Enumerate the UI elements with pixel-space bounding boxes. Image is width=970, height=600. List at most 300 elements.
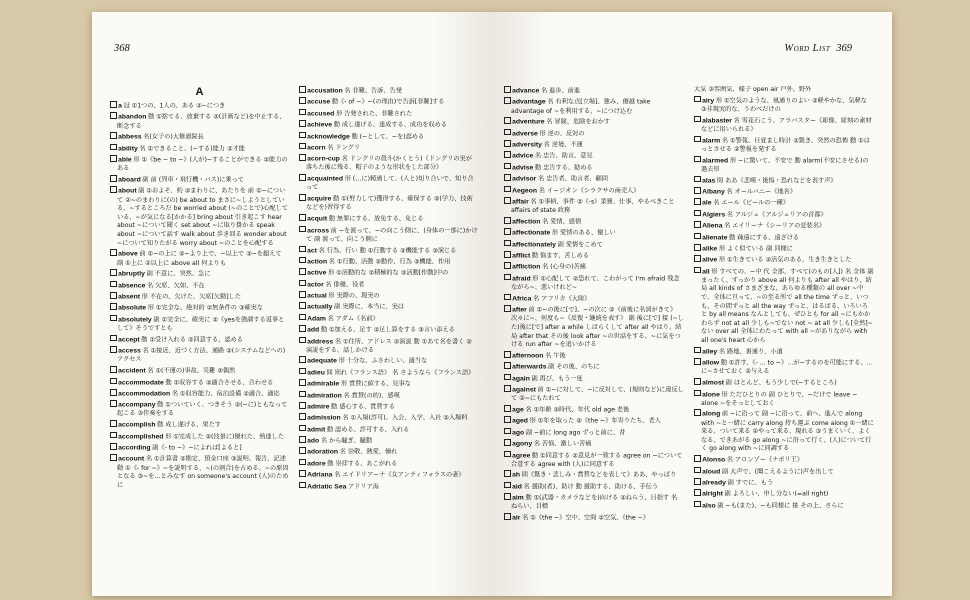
dictionary-entry — [299, 356, 478, 366]
checkbox-square-icon — [504, 351, 511, 358]
section-letter: A — [195, 86, 204, 98]
headword: alley — [702, 348, 718, 356]
definition: 名 ①(不運の)事故、災難 ②偶然 — [147, 367, 236, 375]
definition: 名 忠告、助言、意見 — [534, 153, 593, 161]
dictionary-entry — [504, 217, 684, 227]
headword: all — [702, 268, 710, 276]
dictionary-entry — [110, 144, 289, 154]
dictionary-entry — [694, 267, 874, 346]
dictionary-entry — [694, 489, 874, 499]
definition: 副 ①完全に、確実に ②《yesを強調する返事として》そうですとも — [117, 316, 285, 333]
definition: 間 ああ《悲嘆・後悔・恐れなどを表す声》 — [716, 177, 837, 185]
right-column-2 — [694, 86, 874, 588]
definition: 名 有利な点[立場]、強み、優越 take advantage of ~を利用する、~につけ込む — [511, 98, 651, 115]
headword: advisor — [512, 175, 537, 183]
checkbox-square-icon — [299, 154, 306, 161]
headword: above — [118, 250, 138, 258]
checkbox-square-icon — [110, 454, 117, 461]
checkbox-square-icon — [694, 467, 701, 474]
definition: 副 ①およそ、約 ②まわりに、あたりを 前 ①~について ②~のまわりに(の) be about to まさに~しようとしている、~するところだ be worried about (~のことで)心配している、~が気になる[かかる] bring about 引き起こす hear about ~について聞く set about ~に取り掛かる speak about ~について話す walk about 歩き回る wonder about ~について知りたがる worry about ~のことを心配する — [117, 188, 288, 247]
headword: affair — [512, 198, 529, 206]
checkbox-square-icon — [299, 302, 306, 309]
headword: advise — [512, 164, 534, 172]
definition: 動 感心する、賞賛する — [331, 403, 395, 411]
definition: 大気 ③雰囲気、様子 open air 戸外、野外 — [694, 86, 812, 93]
headword: adequate — [307, 358, 337, 366]
headword: alas — [702, 177, 716, 185]
checkbox-square-icon — [504, 405, 511, 412]
headword: afflict — [512, 252, 531, 260]
checkbox-square-icon — [694, 244, 701, 251]
checkbox-square-icon — [299, 132, 306, 139]
definition: 副 ~前に long ago ずっと前に、昔 — [525, 429, 626, 437]
checkbox-square-icon — [110, 400, 117, 407]
definition: 名 ①収容能力、宿泊設備 ②適合、適応 — [171, 390, 280, 398]
checkbox-square-icon — [110, 335, 117, 342]
definition: 名 忠告者、助言者、顧問 — [537, 175, 608, 183]
headword: Adam — [307, 315, 326, 323]
checkbox-square-icon — [110, 281, 117, 288]
dictionary-entry — [504, 428, 684, 438]
definition: 動 ①収容する ②適合させる、合わせる — [165, 379, 274, 387]
definition: 動 ①許す、《- ... to ~》…が~するのを可能にする、…に~させておく ②与える — [701, 359, 873, 376]
headword: Algiers — [702, 211, 726, 219]
definition: 副 その後、のちに — [548, 363, 600, 371]
checkbox-square-icon — [504, 197, 511, 204]
definition: 名 アダム《名前》 — [327, 315, 379, 323]
definition: 名 崇敬、熱愛、憧れ — [339, 449, 398, 457]
headword: alone — [702, 391, 720, 399]
checkbox-square-icon — [504, 305, 511, 312]
checkbox-square-icon — [694, 378, 701, 385]
definition: 形 賞賛に値する、見事な — [340, 380, 411, 388]
checkbox-square-icon — [299, 356, 306, 363]
definition: 副 愛情をこめて — [557, 241, 603, 249]
dictionary-entry — [694, 187, 874, 197]
definition: 形 告発された、非難された — [335, 110, 413, 118]
dictionary-entry — [694, 501, 874, 511]
dictionary-entry — [694, 390, 874, 409]
headword: adoration — [307, 449, 339, 457]
page-number-left: 368 — [114, 43, 130, 54]
definition: 名 雪花石こう、アラバスター《彫像、彫刻の素材などに用いられる》 — [701, 117, 872, 133]
dictionary-entry — [694, 86, 874, 95]
definition: 前 ~を渡って、~の向こう側に、(身体の一部に)かけて 副 渡って、向こう側に — [306, 227, 478, 243]
dictionary-entry — [504, 274, 684, 293]
definition: 動 無罪にする、放免する、免じる — [328, 215, 424, 223]
checkbox-square-icon — [504, 240, 511, 247]
definition: 動 忠告する、勧める — [534, 164, 593, 172]
headword: aged — [512, 417, 528, 425]
headword: admirable — [307, 380, 340, 388]
checkbox-square-icon — [299, 482, 306, 489]
headword: account — [118, 455, 145, 463]
dictionary-entry — [299, 459, 478, 469]
definition: 名 ①できること、(~する)能力 ②才能 — [139, 145, 245, 153]
checkbox-square-icon — [299, 143, 306, 150]
checkbox-square-icon — [110, 186, 117, 193]
definition: 名 進歩、前進 — [540, 87, 581, 95]
checkbox-square-icon — [504, 428, 511, 435]
dictionary-entry — [299, 97, 478, 107]
dictionary-entry — [694, 467, 874, 477]
checkbox-square-icon — [504, 163, 511, 170]
definition: 名 ①年齢 ②時代、年代 old age 老後 — [525, 406, 630, 414]
checkbox-square-icon — [504, 217, 511, 224]
headword: advice — [512, 153, 534, 161]
checkbox-square-icon — [504, 274, 511, 281]
definition: 形 愛情のある、優しい — [551, 229, 616, 237]
headword: a — [118, 102, 122, 110]
headword: accept — [118, 336, 140, 344]
definition: 名 援助(者)、助け 動 援助する、助ける、手伝う — [523, 483, 659, 491]
headword: adventure — [512, 118, 545, 126]
left-columns — [110, 86, 478, 588]
headword: after — [512, 306, 527, 314]
headword: ago — [512, 429, 525, 437]
definition: 形 よく似ている 副 同様に — [718, 245, 793, 253]
headword: absence — [118, 282, 146, 290]
definition: 形 不在の、欠けた、欠席[欠勤]した — [141, 293, 242, 301]
checkbox-square-icon — [110, 303, 117, 310]
dictionary-entry — [299, 120, 478, 130]
checkbox-square-icon — [504, 482, 511, 489]
checkbox-square-icon — [299, 120, 306, 127]
definition: 副 ほとんど、もう少しで(~するところ) — [725, 379, 837, 387]
checkbox-square-icon — [504, 294, 511, 301]
definition: 前 ①~に対して、~に反対して、(規則など)に違反して ②~にもたれて — [511, 386, 684, 403]
checkbox-square-icon — [694, 176, 701, 183]
checkbox-square-icon — [299, 391, 306, 398]
headword: accomplished — [118, 433, 164, 441]
definition: 副 再び、もう一度 — [531, 375, 583, 383]
checkbox-square-icon — [110, 132, 117, 139]
dictionary-entry — [504, 416, 684, 426]
dictionary-entry — [110, 101, 289, 111]
definition: 副 不意に、突然、急に — [146, 270, 211, 278]
headword: accompany — [118, 401, 156, 409]
dictionary-entry — [110, 420, 289, 430]
left-column-1 — [110, 86, 289, 588]
definition: 動 ①ついていく、つきそう ②(~に)ともなって起こる ③伴奏をする — [117, 401, 288, 418]
checkbox-square-icon — [299, 337, 306, 344]
definition: 名 ①《the ~》空中、空間 ②空気、《the ~》 — [522, 514, 650, 522]
running-head — [784, 43, 852, 54]
headword: acquainted — [307, 175, 343, 183]
definition: 副 すでに、もう — [727, 479, 774, 487]
dictionary-entry — [504, 174, 684, 184]
headword: abbess — [118, 133, 142, 141]
headword: accused — [307, 110, 335, 118]
dictionary-entry — [504, 251, 684, 261]
checkbox-square-icon — [299, 86, 306, 93]
definition: 名 賞賛(の的)、感嘆 — [343, 392, 400, 400]
headword: acorn — [307, 144, 326, 152]
checkbox-square-icon — [504, 451, 511, 458]
definition: 形 ①生きている ②活気のある、生き生きとした — [718, 256, 852, 264]
checkbox-square-icon — [694, 347, 701, 354]
checkbox-square-icon — [504, 385, 511, 392]
definition: 動 (~として、~を)認める — [351, 133, 425, 141]
definition: 名 ドングリ — [327, 144, 361, 152]
checkbox-square-icon — [694, 267, 701, 274]
definition: 名 エール《ビールの一種》 — [713, 200, 789, 207]
dictionary-entry — [299, 280, 478, 290]
checkbox-square-icon — [694, 96, 701, 103]
definition: 動 崇拝する、あこがれる — [327, 460, 398, 468]
headword: accomplish — [118, 421, 156, 429]
checkbox-square-icon — [299, 447, 306, 454]
checkbox-square-icon — [110, 315, 117, 322]
dictionary-entry — [299, 143, 478, 153]
headword: access — [118, 347, 141, 355]
headword: ability — [118, 145, 138, 153]
checkbox-square-icon — [299, 214, 306, 221]
headword: across — [307, 227, 330, 235]
headword: airy — [702, 97, 715, 105]
headword: abruptly — [118, 270, 145, 278]
definition: 名 ①住所、アドレス ②演説 動 ①あて名を書く ②演説をする、話しかける — [306, 338, 472, 354]
headword: ado — [307, 437, 320, 445]
definition: アドリア海 — [348, 483, 379, 491]
checkbox-square-icon — [694, 455, 701, 462]
dictionary-entry — [694, 176, 874, 186]
definition: 名 ドングリの殻斗(かくとう)《ドングリの実が落ちた後に残る、帽子のような形状をした部分》 — [306, 155, 472, 172]
headword: affectionately — [512, 241, 556, 249]
checkbox-square-icon — [504, 470, 511, 477]
running-head-title: Word List — [784, 43, 831, 54]
checkbox-square-icon — [299, 459, 306, 466]
checkbox-square-icon — [504, 86, 511, 93]
checkbox-square-icon — [299, 413, 306, 420]
definition: 名 ①入場(許可)、入会、入学、入社 ②入場料 — [342, 414, 468, 422]
definition: 形 ①年を取った ②《the ~》年寄りたち、老人 — [529, 417, 661, 425]
headword: afternoon — [512, 352, 544, 360]
headword: admit — [307, 426, 326, 434]
checkbox-square-icon — [504, 251, 511, 258]
dictionary-entry — [504, 451, 684, 470]
definition: 名 路地、裏通り、小道 — [718, 348, 783, 356]
checkbox-square-icon — [110, 155, 117, 162]
dictionary-entry — [299, 246, 478, 256]
headword: already — [702, 479, 726, 487]
definition: 形 逆の、反対の — [539, 130, 585, 138]
dictionary-entry — [299, 86, 478, 96]
checkbox-square-icon — [299, 436, 306, 443]
checkbox-square-icon — [110, 269, 117, 276]
checkbox-square-icon — [299, 226, 306, 233]
dictionary-entry — [694, 221, 874, 231]
definition: 動 ①同意する ②意見が一致する agree on ~について合意する agree with (人)に同意する — [511, 452, 683, 468]
checkbox-square-icon — [299, 280, 306, 287]
definition: 名 イージオン《シラクサの商売人》 — [538, 187, 640, 195]
definition: 名 行為、行い 動 ①行動する ②機能する ③演じる — [318, 247, 457, 255]
dictionary-entry — [504, 294, 684, 304]
checkbox-square-icon — [110, 292, 117, 299]
checkbox-square-icon — [694, 255, 701, 262]
headword: action — [307, 258, 328, 266]
dictionary-entry — [504, 305, 684, 350]
dictionary-entry — [299, 436, 478, 446]
definition: 名 冒険、危険をおかす — [546, 118, 611, 126]
definition: 形 ただひとりの 副 ひとりで、~だけで leave ~ alone ~をそっとしておく — [701, 391, 858, 407]
dictionary-entry — [110, 132, 289, 142]
dictionary-entry — [299, 314, 478, 324]
headword: aim — [512, 494, 524, 502]
headword: along — [702, 411, 721, 419]
dictionary-entry — [299, 268, 478, 278]
checkbox-square-icon — [504, 140, 511, 147]
definition: 動 ①捨てる、放棄する ②(計画など)を中止する、断念する — [117, 113, 286, 130]
dictionary-entry — [299, 447, 478, 457]
definition: 副 実際に、本当に、実は — [334, 303, 405, 311]
checkbox-square-icon — [504, 362, 511, 369]
headword: Adriatic Sea — [307, 483, 347, 491]
checkbox-square-icon — [110, 144, 117, 151]
left-page — [92, 12, 492, 596]
dictionary-entry — [694, 233, 874, 243]
headword: acquire — [307, 195, 332, 203]
dictionary-entry — [110, 112, 289, 131]
headword: alabaster — [702, 117, 732, 125]
dictionary-entry — [299, 174, 478, 193]
definition: 動 疎遠にする、遠ざける — [729, 234, 800, 242]
dictionary-entry — [504, 262, 684, 272]
dictionary-entry — [504, 405, 684, 415]
checkbox-square-icon — [110, 432, 117, 439]
definition: 名 オールバニー《地名》 — [726, 188, 796, 196]
definition: 名 愛情、感情 — [542, 218, 582, 226]
dictionary-entry — [694, 156, 874, 175]
headword: accommodation — [118, 390, 171, 398]
dictionary-entry — [299, 425, 478, 435]
headword: Alonso — [702, 456, 726, 464]
headword: admission — [307, 414, 341, 422]
headword: afterwards — [512, 363, 547, 371]
dictionary-entry — [504, 86, 684, 96]
checkbox-square-icon — [504, 439, 511, 446]
checkbox-square-icon — [694, 233, 701, 240]
definition: 名 ①警報、目覚まし時計 ②驚き、突然の恐怖 動 ①はっとさせる ②警報を発する — [701, 137, 870, 153]
checkbox-square-icon — [299, 174, 306, 181]
headword: adversity — [512, 141, 542, 149]
headword: abandon — [118, 113, 147, 121]
checkbox-square-icon — [299, 325, 306, 332]
headword: act — [307, 247, 317, 255]
headword: aloud — [702, 468, 721, 476]
dictionary-entry — [504, 197, 684, 216]
definition: 形 ①心配して ②恐れて、こわがって I'm afraid 残念ながら~、悪いけれど~ — [511, 275, 680, 291]
checkbox-square-icon — [299, 268, 306, 275]
dictionary-entry — [299, 154, 478, 173]
definition: 動 ①(努力して)獲得する、確保する ②(学力、技術などを)習得する — [306, 195, 473, 212]
definition: 前 ①~の上に ②~より上で、~以上で ③~を超えて 副 ①上に ②以上に above all 何よりも — [117, 250, 282, 267]
dictionary-entry — [694, 198, 874, 208]
definition: 名 ①計算書 ②勘定、預金口座 ③説明、報告、記述 動 ①《- for ~》~を説明する、~(の割合)を占める、~の原因となる ③~を…とみなす on someone's account (人)のために — [117, 455, 289, 489]
definition: 前 ①~の後に[で]、~の次に ②《前後に名詞がきて》次々に~、何度も~《反復・継続を表す》 副 後に[で] 接 (~した)後に[で] after a while しばらくして after all やはり、結局 after that その後 look after ~の世話をする、~に気をつける run after ~を追いかける — [511, 306, 684, 349]
definition: 名 欠席、欠如、不在 — [146, 282, 205, 290]
checkbox-square-icon — [110, 378, 117, 385]
dictionary-entry — [299, 470, 478, 480]
headword: advance — [512, 87, 540, 95]
checkbox-square-icon — [694, 136, 701, 143]
headword: acorn-cup — [307, 155, 340, 163]
definition: 動 ①受け入れる ②同意する、認める — [141, 336, 243, 344]
dictionary-entry — [504, 351, 684, 361]
dictionary-entry — [504, 362, 684, 372]
headword: able — [118, 156, 132, 164]
dictionary-entry — [504, 140, 684, 150]
definition: 形 実際の、現実の — [328, 292, 380, 300]
dictionary-entry — [299, 325, 478, 335]
definition: 形 ①完成した ②(技量に)優れた、熟達した — [165, 433, 284, 441]
headword: aid — [512, 483, 522, 491]
dictionary-entry — [299, 482, 478, 492]
headword: against — [512, 386, 536, 394]
definition: 名 から騒ぎ、騒動 — [320, 437, 373, 445]
checkbox-square-icon — [110, 443, 117, 450]
definition: 動 悩ます、苦しめる — [531, 252, 590, 260]
checkbox-square-icon — [110, 249, 117, 256]
checkbox-square-icon — [299, 379, 306, 386]
definition: 副 前 (列車・飛行機・バス)に乗って — [142, 176, 244, 184]
checkbox-square-icon — [504, 493, 511, 500]
checkbox-square-icon — [694, 187, 701, 194]
dictionary-entry — [110, 389, 289, 399]
headword: age — [512, 406, 524, 414]
page-number-right: 369 — [836, 43, 852, 54]
dictionary-entry — [110, 400, 289, 419]
dictionary-entry — [110, 186, 289, 248]
checkbox-square-icon — [299, 470, 306, 477]
checkbox-square-icon — [504, 151, 511, 158]
entry-list — [299, 86, 478, 492]
headword: acknowledge — [307, 133, 350, 141]
definition: 形 (…に)精通して、(人と)知り合いで、知り合って — [306, 175, 474, 192]
headword: absolute — [118, 305, 147, 313]
checkbox-square-icon — [110, 346, 117, 353]
checkbox-square-icon — [694, 358, 701, 365]
dictionary-entry — [299, 194, 478, 213]
checkbox-square-icon — [110, 112, 117, 119]
checkbox-square-icon — [694, 409, 701, 416]
checkbox-square-icon — [694, 156, 701, 163]
headword: alarmed — [702, 157, 729, 165]
headword: alive — [702, 256, 718, 264]
headword: active — [307, 269, 327, 277]
definition: 動 認める、許可する、入れる — [326, 426, 410, 434]
dictionary-entry — [110, 281, 289, 291]
dictionary-entry — [694, 455, 874, 465]
dictionary-entry — [110, 432, 289, 442]
dictionary-entry — [504, 482, 684, 492]
headword: actual — [307, 292, 327, 300]
dictionary-entry — [299, 302, 478, 312]
checkbox-square-icon — [299, 402, 306, 409]
dictionary-entry — [110, 249, 289, 268]
dictionary-entry — [299, 257, 478, 267]
dictionary-entry — [299, 413, 478, 423]
dictionary-entry — [110, 335, 289, 345]
dictionary-entry — [504, 470, 684, 480]
dictionary-entry — [694, 347, 874, 357]
checkbox-square-icon — [504, 228, 511, 235]
dictionary-entry — [110, 454, 289, 490]
checkbox-square-icon — [504, 513, 511, 520]
checkbox-square-icon — [110, 420, 117, 427]
checkbox-square-icon — [110, 389, 117, 396]
checkbox-square-icon — [694, 221, 701, 228]
